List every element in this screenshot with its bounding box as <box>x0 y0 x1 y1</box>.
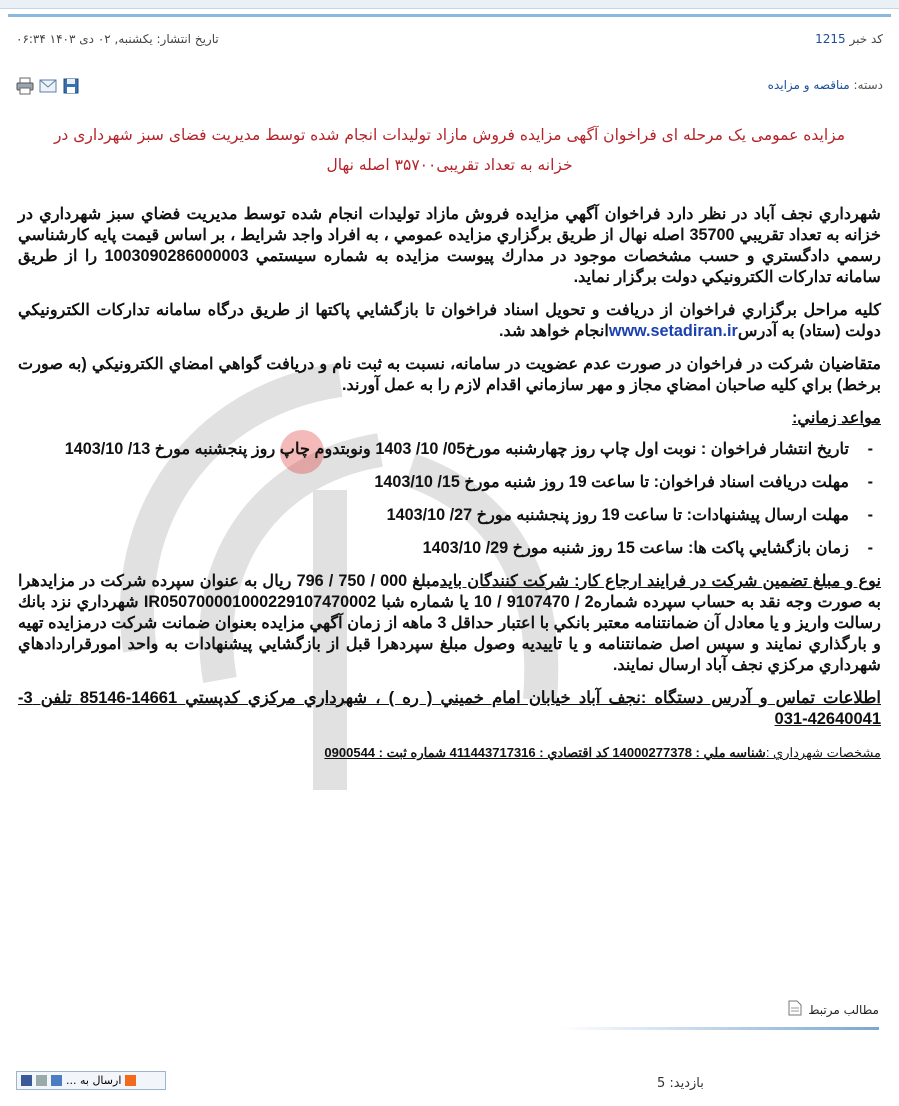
article-body <box>18 204 881 775</box>
news-code <box>815 32 883 46</box>
related-label: مطالب مرتبط <box>808 1002 879 1017</box>
share-plus-icon[interactable] <box>125 1075 136 1086</box>
paragraph-intro: شهرداري نجف آباد در نظر دارد فراخوان آگهي مزايده فروش مازاد توليدات انجام شده توسط مديريت فضاي سبز شهرداري در خزانه به تعداد تقريبي 35700 اصله نهال از طريق برگزاري مزايده عمومي ، به افراد واجد شرايط ، بر اساس قيمت پايه كارشناسي رسمي دادگستري و حسب مشخصات موجود در مدارك پيوست مزايده به شماره سيستمي 1003090286000003 را از طريق سامانه تداركات الكترونيكي دولت برگزار نمايد. <box>18 205 881 286</box>
save-icon[interactable] <box>62 77 80 95</box>
paragraph-process-end: انجام خواهد شد. <box>499 322 609 340</box>
paragraph-process <box>18 300 881 342</box>
category-link[interactable]: مناقصه و مزایده <box>767 78 850 92</box>
visit-count <box>657 1076 704 1091</box>
news-code-value: 1215 <box>815 32 846 46</box>
publish-date-label: تاریخ انتشار: <box>156 32 219 46</box>
top-divider <box>8 14 891 17</box>
schedule-item: - زمان بازگشايي پاكت ها: ساعت 15 روز شنبه مورخ 29/ 1403/10 <box>18 538 881 559</box>
paragraph-guarantee <box>18 571 881 676</box>
schedule-list <box>18 439 881 559</box>
document-icon <box>788 1000 802 1019</box>
schedule-item: - مهلت دريافت اسناد فراخوان: تا ساعت 19 روز شنبه مورخ 15/ 1403/10 <box>18 472 881 493</box>
category-label: دسته: <box>853 78 883 92</box>
paragraph-process-text: كليه مراحل برگزاري فراخوان از دريافت و تحويل اسناد فراخوان تا بازگشايي پاكتها از طريق درگاه سامانه تداركات الكترونيكي دولت (ستاد) به آدرس <box>18 301 881 340</box>
article-headline: مزایده عمومی یک مرحله ای فراخوان آگهی مزایده فروش مازاد تولیدات انجام شده توسط مدیریت فضای سبز شهرداری در خزانه به تعداد تقریبی۳۵۷۰۰ اصله نهال <box>53 126 846 174</box>
social-icon[interactable] <box>51 1075 62 1086</box>
share-label[interactable]: ارسال به ... <box>66 1074 122 1087</box>
bookmark-icon[interactable] <box>36 1075 47 1086</box>
specs-label: مشخصات شهرداري : <box>765 745 881 760</box>
email-icon[interactable] <box>39 77 57 95</box>
article-toolbar <box>16 77 80 95</box>
specs-value: شناسه ملي : 14000277378 كد اقتصادي : 411443717316 شماره ثبت : 0900544 <box>324 745 766 760</box>
publish-date <box>16 32 219 46</box>
schedule-item: - تاريخ انتشار فراخوان : نوبت اول چاپ روز چهارشنبه مورخ05/ 10/ 1403 ونوبتدوم چاپ روز پنجشنبه مورخ 13/ 1403/10 <box>18 439 881 460</box>
paragraph-applicants: متقاضيان شركت در فراخوان در صورت عدم عضويت در سامانه، نسبت به ثبت نام و دريافت گواهي امضاي الكترونيكي (به صورت برخط) براي كليه صاحبان امضاي مجاز و مهر سازماني اقدام لازم را به عمل آورند. <box>18 355 881 394</box>
contact-info: اطلاعات تماس و آدرس دستگاه :نجف آباد خيابان امام خميني ( ره ) ، شهرداري مركزي كدپستي 14661-85146 تلفن 3-42640041-031 <box>18 689 881 728</box>
visits-label: بازدید: <box>669 1076 704 1091</box>
related-articles <box>788 1000 879 1019</box>
schedule-title: مواعد زماني: <box>792 409 881 427</box>
schedule-item: - مهلت ارسال پيشنهادات: تا ساعت 19 روز پنجشنبه مورخ 27/ 1403/10 <box>18 505 881 526</box>
related-divider <box>559 1027 879 1030</box>
print-icon[interactable] <box>16 77 34 95</box>
category <box>768 78 883 92</box>
visits-value: 5 <box>657 1076 666 1091</box>
guarantee-text: مبلغ 000 / 750 / 796 ريال به عنوان سپرده شركت در مزايدهرا به صورت وجه نقد به حساب سپرده شماره2 / 9107470 / 10 يا شماره شبا IR050700001000229107470002 شهرداري نزد بانك رسالت واريز و يا معادل آن ضمانتنامه معتبر بانكي با اعتبار حداقل 3 ماهه از زمان آگهي مزايده بعنوان ضمانت شركت درمزايده تهيه و بارگذاري نمايند و سپس اصل ضمانتنامه و يا تاييديه وصول مبلغ سپردهرا قبل از بازگشايي پيشنهادات به واحد امورقراردادهاي شهرداري مركزي نجف آباد ارسال نمايند. <box>18 572 881 674</box>
publish-date-value: یکشنبه, ۰۲ دی ۱۴۰۳ ۰۶:۳۴ <box>16 32 153 46</box>
facebook-icon[interactable] <box>21 1075 32 1086</box>
news-code-label: کد خبر <box>849 32 883 46</box>
share-widget[interactable] <box>16 1071 166 1090</box>
setadiran-link[interactable]: www.setadiran.ir <box>608 322 738 340</box>
guarantee-title: نوع و مبلغ تضمين شركت در فرايند ارجاع كار: شركت كنندگان بايد <box>439 572 881 590</box>
top-bar <box>0 0 899 9</box>
municipality-specs <box>18 742 881 763</box>
